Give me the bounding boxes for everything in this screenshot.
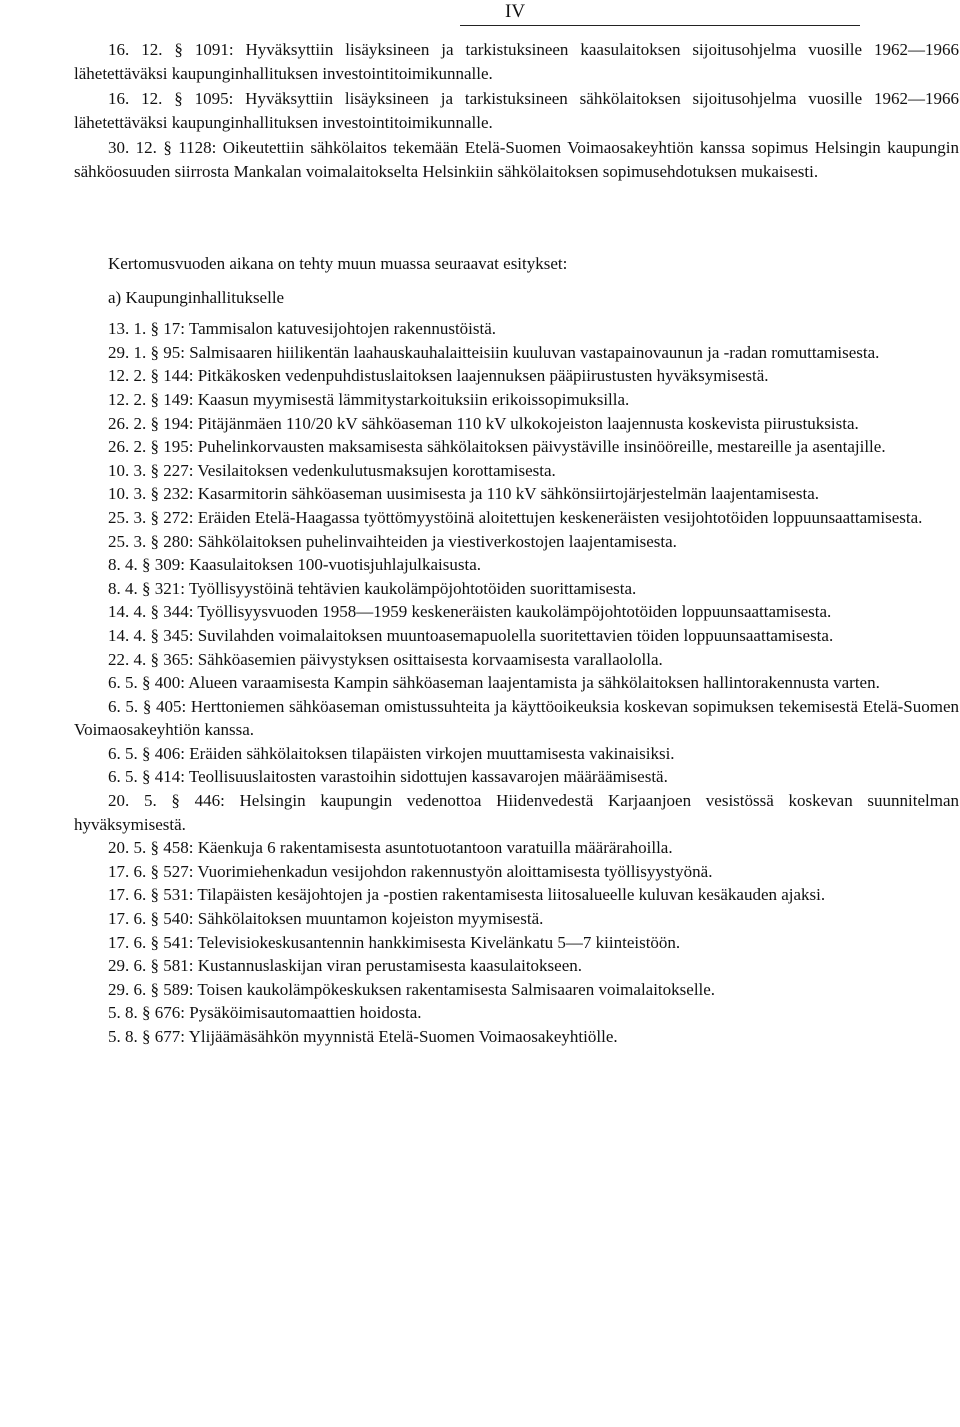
entry-1095: 16. 12. § 1095: Hyväksyttiin lisäyksineen ja tarkistuksineen sähkölaitoksen sijoitusohjelma vuosille 1962—1966 lähetettäväksi kaupunginhallituksen investointitoimikunnalle. <box>74 89 959 132</box>
list-item: 17. 6. § 541: Televisiokeskusantennin hankkimisesta Kivelänkatu 5—7 kiinteistöön. <box>108 932 681 952</box>
proposals-section <box>74 252 959 1049</box>
page-number: IV <box>505 1 526 22</box>
list-item: 22. 4. § 365: Sähköasemien päivystyksen osittaisesta korvaamisesta varallaololla. <box>108 649 663 669</box>
entry-list <box>74 317 959 1048</box>
list-item: 17. 6. § 540: Sähkölaitoksen muuntamon kojeiston myymisestä. <box>108 909 544 929</box>
list-item: 6. 5. § 406: Eräiden sähkölaitoksen tilapäisten virkojen muuttamisesta vakinaisiksi. <box>108 743 675 763</box>
list-item: 29. 6. § 589: Toisen kaukolämpökeskuksen rakentamisesta Salmisaaren voimalaitokselle. <box>108 979 716 999</box>
header-rule <box>460 25 860 26</box>
list-item: 17. 6. § 531: Tilapäisten kesäjohtojen ja -postien rakentamisesta liitosalueelle kuluvan kesäkauden ajaksi. <box>108 885 826 905</box>
list-item: 10. 3. § 227: Vesilaitoksen vedenkulutusmaksujen korottamisesta. <box>108 460 556 480</box>
list-item: 25. 3. § 280: Sähkölaitoksen puhelinvaihteiden ja viestiverkostojen laajentamisesta. <box>108 531 677 551</box>
subheading: a) Kaupunginhallitukselle <box>108 287 285 307</box>
list-item: 20. 5. § 458: Käenkuja 6 rakentamisesta asuntotuotantoon varatuilla määrärahoilla. <box>108 838 673 858</box>
list-item: 6. 5. § 414: Teollisuuslaitosten varastoihin sidottujen kassavarojen määräämisestä. <box>108 767 668 787</box>
top-entries <box>74 38 959 186</box>
list-item: 14. 4. § 345: Suvilahden voimalaitoksen muuntoasemapuolella suoritettavien töiden loppuunsaattamisesta. <box>108 625 834 645</box>
list-item: 12. 2. § 144: Pitkäkosken vedenpuhdistuslaitoksen laajennuksen pääpiirustusten hyväksymisestä. <box>108 366 769 386</box>
list-item: 26. 2. § 195: Puhelinkorvausten maksamisesta sähkölaitoksen päivystäville insinööreille, mestareille ja asentajille. <box>108 437 886 457</box>
list-item: 5. 8. § 676: Pysäköimisautomaattien hoidosta. <box>108 1003 422 1023</box>
list-item: 29. 6. § 581: Kustannuslaskijan viran perustamisesta kaasulaitokseen. <box>108 956 583 976</box>
list-item: 26. 2. § 194: Pitäjänmäen 110/20 kV sähköaseman 110 kV ulkokojeiston laajennusta koskevista piirustuksista. <box>108 413 859 433</box>
list-item: 5. 8. § 677: Ylijäämäsähkön myynnistä Etelä-Suomen Voimaosakeyhtiölle. <box>108 1027 618 1046</box>
intro-text: Kertomusvuoden aikana on tehty muun muassa seuraavat esitykset: <box>108 254 568 273</box>
entry-1091: 16. 12. § 1091: Hyväksyttiin lisäyksineen ja tarkistuksineen kaasulaitoksen sijoitusohjelma vuosille 1962—1966 lähetettäväksi kaupunginhallituksen investointitoimikunnalle. <box>74 40 959 83</box>
list-item: 6. 5. § 400: Alueen varaamisesta Kampin sähköaseman laajentamista ja sähkölaitoksen hallintorakennusta varten. <box>108 673 880 693</box>
list-item: 8. 4. § 309: Kaasulaitoksen 100-vuotisjuhlajulkaisusta. <box>108 555 482 575</box>
list-item: 13. 1. § 17: Tammisalon katuvesijohtojen rakennustöistä. <box>108 319 497 339</box>
list-item: 12. 2. § 149: Kaasun myymisestä lämmitystarkoituksiin erikoissopimuksilla. <box>108 389 630 409</box>
list-item: 6. 5. § 405: Herttoniemen sähköaseman omistussuhteita ja käyttöoikeuksia koskevan sopimuksen tekemisestä Etelä-Suomen Voimaosakeyhtiön kanssa. <box>74 696 959 740</box>
list-item: 25. 3. § 272: Eräiden Etelä-Haagassa työttömyystöinä aloitettujen keskeneräisten vesijohtotöiden loppuunsaattamisesta. <box>108 507 923 527</box>
list-item: 20. 5. § 446: Helsingin kaupungin vedenottoa Hiidenvedestä Karjaanjoen vesistössä koskevan suunnitelman hyväksymisestä. <box>74 791 959 834</box>
list-item: 14. 4. § 344: Työllisyysvuoden 1958—1959 keskeneräisten kaukolämpöjohtotöiden loppuunsaattamisesta. <box>108 602 832 622</box>
list-item: 29. 1. § 95: Salmisaaren hiilikentän laahauskauhalaitteisiin kuuluvan vastapainovaunun ja -radan romuttamisesta. <box>108 342 880 362</box>
entry-1128: 30. 12. § 1128: Oikeutettiin sähkölaitos tekemään Etelä-Suomen Voimaosakeyhtiön kanssa sopimus Helsingin kaupungin sähköosuuden siirrosta Mankalan voimalaitokselta Helsinkiin sähkölaitoksen sopimusehdotuksen mukaisesti. <box>74 138 959 181</box>
list-item: 17. 6. § 527: Vuorimiehenkadun vesijohdon rakennustyön aloittamisesta työllisyystyönä. <box>108 861 713 881</box>
list-item: 8. 4. § 321: Työllisyystöinä tehtävien kaukolämpöjohtotöiden suorittamisesta. <box>108 578 637 598</box>
list-item: 10. 3. § 232: Kasarmitorin sähköaseman uusimisesta ja 110 kV sähkönsiirtojärjestelmän laajentamisesta. <box>108 484 820 504</box>
